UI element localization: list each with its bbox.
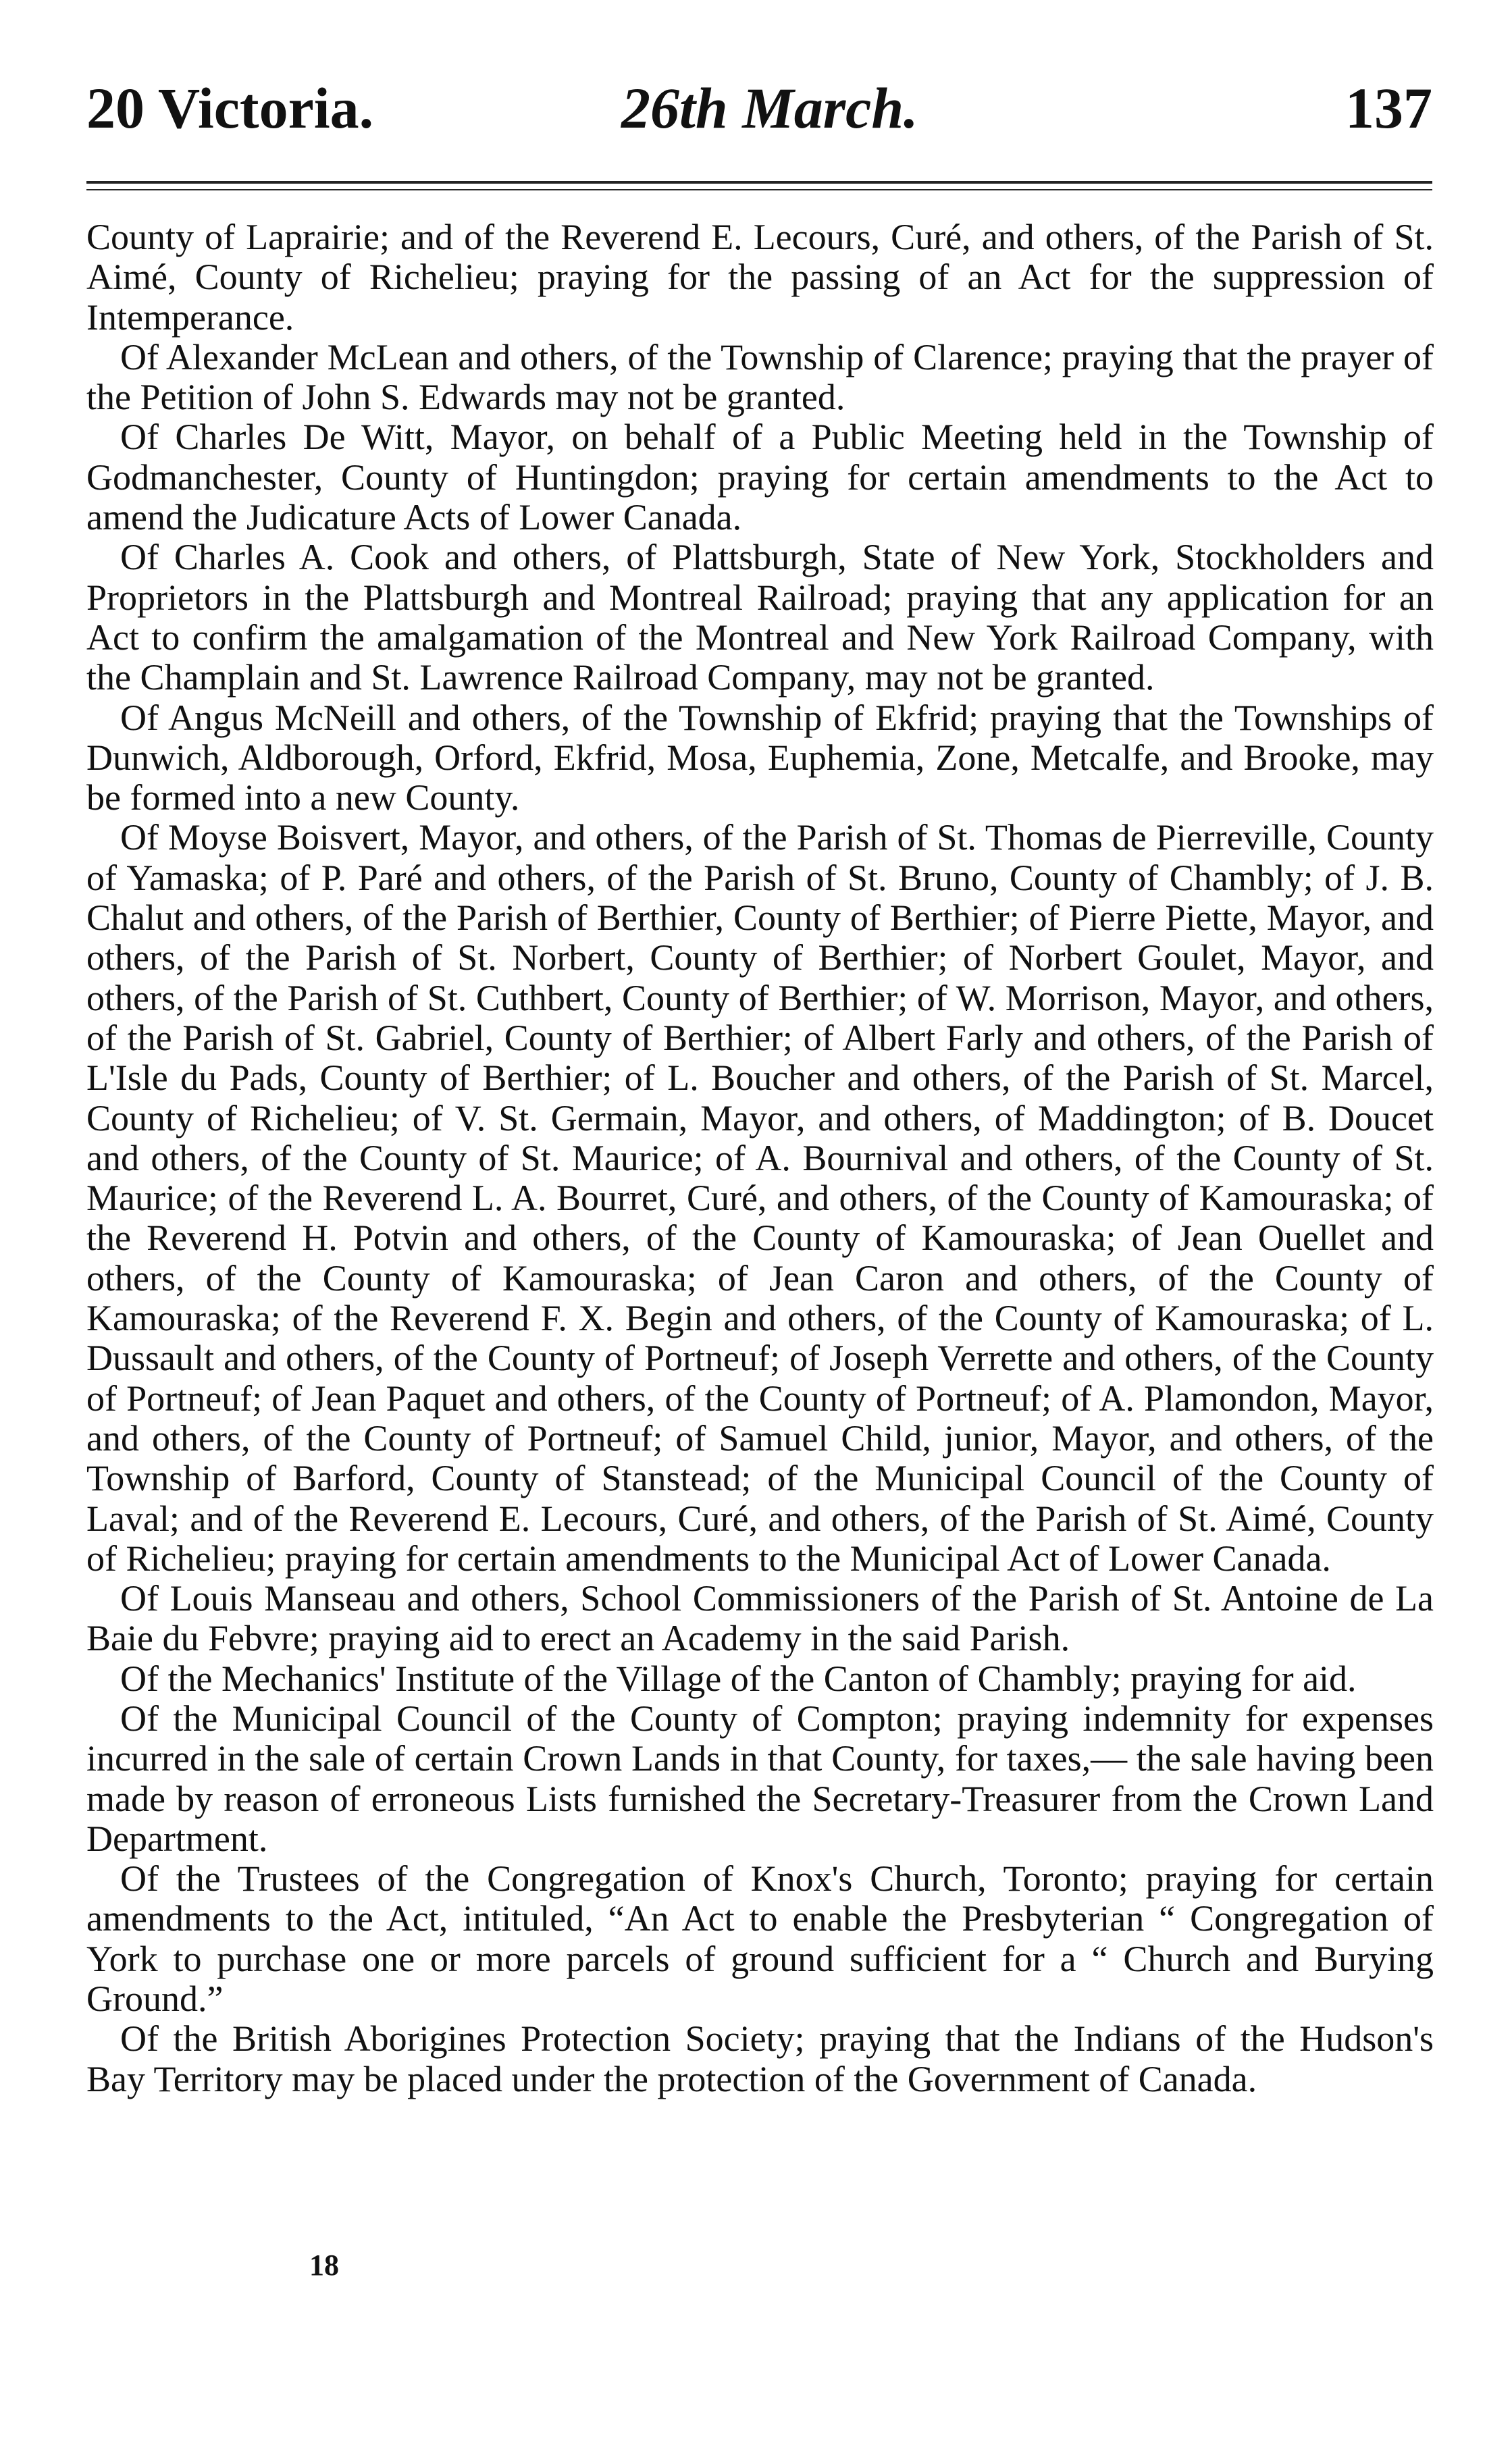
paragraph: Of Louis Manseau and others, School Commissioners of the Parish of St. Antoine de La Baie du Febvre; praying aid to erect an Academy in the said Parish.	[86, 1578, 1434, 1659]
page-number: 137	[1345, 76, 1432, 140]
running-head-session: 20 Victoria.	[86, 76, 374, 140]
paragraph-continuation: County of Laprairie; and of the Reverend E. Lecours, Curé, and others, of the Parish of St. Aimé, County of Richelieu; praying for the passing of an Act for the suppression of Intemperance.	[86, 217, 1434, 338]
paragraph: Of the British Aborigines Protection Society; praying that the Indians of the Hudson's Bay Territory may be placed under the protection of the Government of Canada.	[86, 2018, 1434, 2099]
paragraph: Of the Trustees of the Congregation of Knox's Church, Toronto; praying for certain amendments to the Act, intituled, “An Act to enable the Presbyterian “ Congregation of York to purchase one or more parcels of ground sufficient for a “ Church and Burying Ground.”	[86, 1858, 1434, 2020]
paragraph: Of the Municipal Council of the County of Compton; praying indemnity for expenses incurred in the sale of certain Crown Lands in that County, for taxes,— the sale having been made by reason of erroneous Lists furnished the Secretary-Treasurer from the Crown Land Department.	[86, 1698, 1434, 1859]
running-head-date: 26th March.	[621, 76, 918, 140]
paragraph: Of Alexander McLean and others, of the Township of Clarence; praying that the prayer of the Petition of John S. Edwards may not be granted.	[86, 336, 1434, 418]
printer-signature-mark: 18	[309, 2249, 339, 2282]
paragraph: Of Charles De Witt, Mayor, on behalf of a Public Meeting held in the Township of Godmanchester, County of Huntingdon; praying for certain amendments to the Act to amend the Judicature Acts of Lower Canada.	[86, 417, 1434, 538]
petitions-text	[86, 217, 1434, 2099]
paragraph: Of Charles A. Cook and others, of Plattsburgh, State of New York, Stockholders and Proprietors in the Plattsburgh and Montreal Railroad; praying that any application for an Act to confirm the amalgamation of the Montreal and New York Railroad Company, with the Champlain and St. Lawrence Railroad Company, may not be granted.	[86, 537, 1434, 698]
paragraph: Of the Mechanics' Institute of the Village of the Canton of Chambly; praying for aid.	[120, 1658, 1357, 1699]
header-rule-thin	[86, 189, 1432, 190]
paragraph: Of Moyse Boisvert, Mayor, and others, of the Parish of St. Thomas de Pierreville, County of Yamaska; of P. Paré and others, of the Parish of St. Bruno, County of Chambly; of J. B. Chalut and others, of the Parish of Berthier, County of Berthier; of Pierre Piette, Mayor, and others, of the Parish of St. Norbert, County of Berthier; of Norbert Goulet, Mayor, and others, of the Parish of St. Cuthbert, County of Berthier; of W. Morrison, Mayor, and others, of the Parish of St. Gabriel, County of Berthier; of Albert Farly and others, of the Parish of L'Isle du Pads, County of Berthier; of L. Boucher and others, of the Parish of St. Marcel, County of Richelieu; of V. St. Germain, Mayor, and others, of Maddington; of B. Doucet and others, of the County of St. Maurice; of A. Bournival and others, of the County of St. Maurice; of the Reverend L. A. Bourret, Curé, and others, of the County of Kamouraska; of the Reverend H. Potvin and others, of the County of Kamouraska; of Jean Ouellet and others, of the County of Kamouraska; of Jean Caron and others, of the County of Kamouraska; of the Reverend F. X. Begin and others, of the County of Kamouraska; of L. Dussault and others, of the County of Portneuf; of Joseph Verrette and others, of the County of Portneuf; of Jean Paquet and others, of the County of Portneuf; of A. Plamondon, Mayor, and others, of the County of Portneuf; of Samuel Child, junior, Mayor, and others, of the Township of Barford, County of Stanstead; of the Municipal Council of the County of Laval; and of the Reverend E. Lecours, Curé, and others, of the Parish of St. Aimé, County of Richelieu; praying for certain amendments to the Municipal Act of Lower Canada.	[86, 817, 1434, 1579]
paragraph: Of Angus McNeill and others, of the Township of Ekfrid; praying that the Townships of Dunwich, Aldborough, Orford, Ekfrid, Mosa, Euphemia, Zone, Metcalfe, and Brooke, may be formed into a new County.	[86, 697, 1434, 818]
header-rule-thick	[86, 181, 1432, 184]
